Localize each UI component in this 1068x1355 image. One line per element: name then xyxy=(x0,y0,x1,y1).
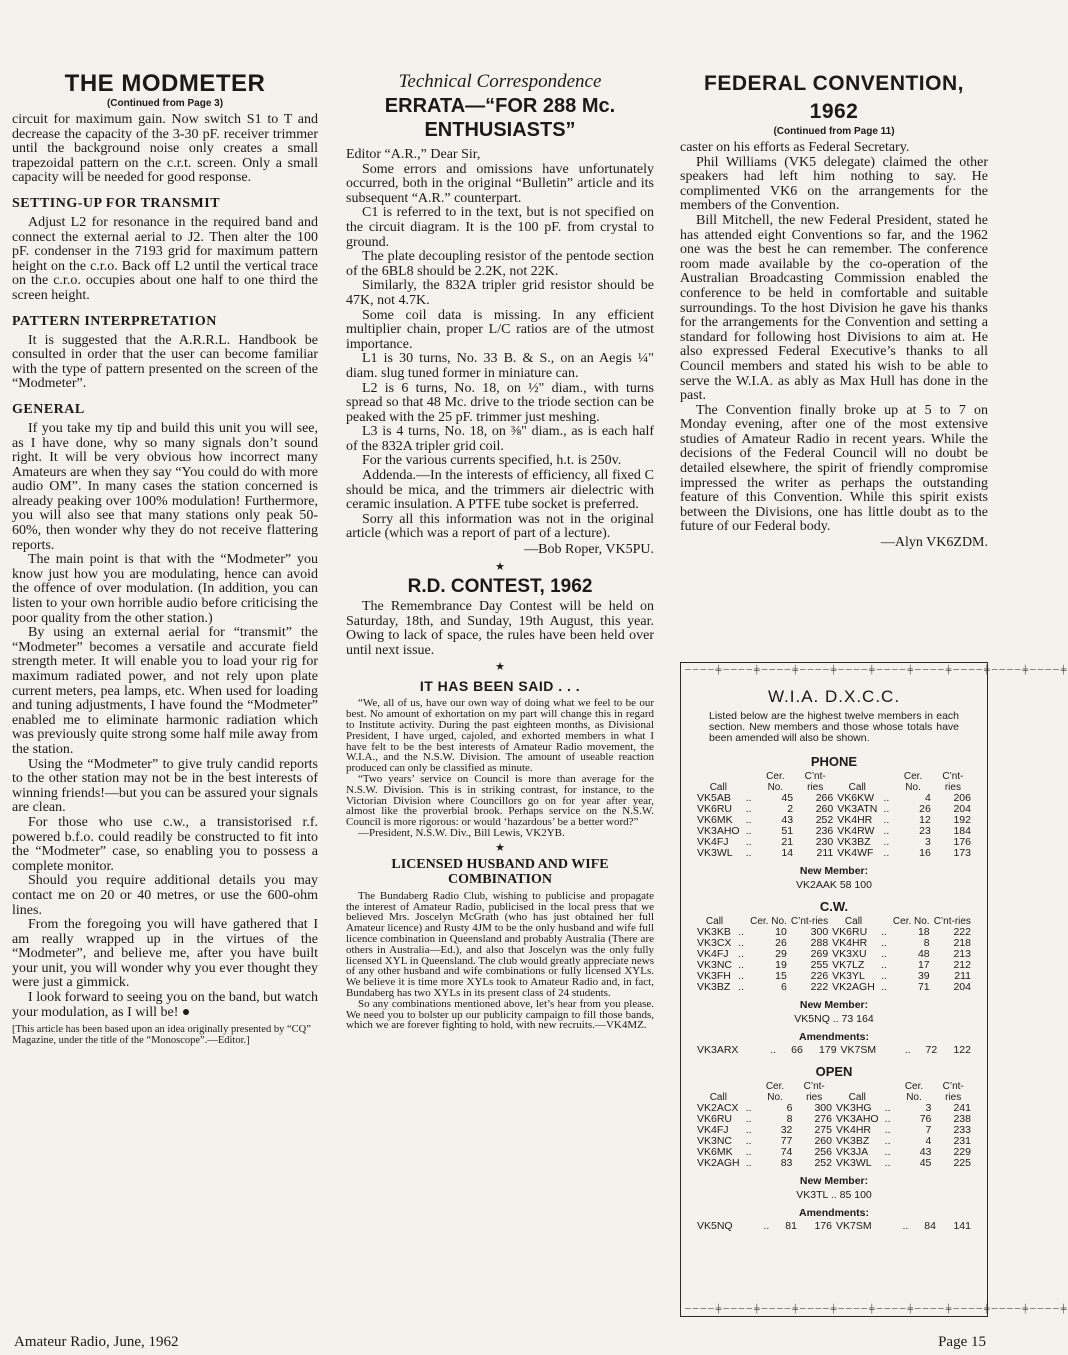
cert-number-cell: 43 xyxy=(781,814,794,826)
technical-correspondence-heading: Technical Correspondence xyxy=(398,71,602,92)
column-header: Cer. No. xyxy=(904,1081,924,1103)
column-header: Cer. No. xyxy=(892,916,930,927)
cert-number-cell: 10 xyxy=(775,926,787,938)
leader-dots: .. xyxy=(883,803,890,815)
cert-number-cell: 23 xyxy=(919,825,931,837)
column-header: C’nt-ries xyxy=(790,916,829,927)
leader-dots: .. xyxy=(745,1135,752,1147)
errata-paragraph: Some coil data is missing. In any efficient multiplier chain, proper L/C ratios are of the utmost importance. xyxy=(346,307,654,352)
rd-contest-paragraph: The Remembrance Day Contest will be held on Saturday, 18th, and Sunday, 19th August, this year. Owing to lack of space, the rules have been held over until next issue. xyxy=(346,599,654,658)
cert-number-cell: 3 xyxy=(924,836,931,848)
table-row xyxy=(695,1221,973,1232)
countries-cell: 275 xyxy=(814,1124,832,1136)
cert-number-cell: 29 xyxy=(775,948,787,960)
leader-dots: .. xyxy=(745,1124,752,1136)
convention-paragraph: The Convention finally broke up at 5 to 7 on Monday evening, after one of the most extensive studies of Amateur Radio in recent years. While the decisions of the Federal Council will no doubt be detailed elsewhere, the spirit of friendly compromise impressed the writer as perhaps the outstanding feature of this Convention. While this spirit exists between the Divisions, one has little doubt as to the future of our Federal body. xyxy=(680,402,988,535)
column-header: C’nt-ries xyxy=(803,1081,825,1103)
errata-paragraph: L1 is 30 turns, No. 33 B. & S., on an Aegis ¼" diam. slug tuned former in miniature can. xyxy=(346,351,654,381)
countries-cell: 256 xyxy=(814,1146,832,1158)
quote-paragraph: “Two years’ service on Council is more than average for the N.S.W. Division. This is in striking contrast, for instance, to the Victorian Division where Councillors go on for year after year, almost like the proverbial brook. Perhaps service on the N.S.W. Council is more rigorous: or would ‘hazardous’ be a better word?” xyxy=(346,772,654,829)
call-sign-cell: VK3WL xyxy=(835,1157,872,1169)
cert-number-cell: 2 xyxy=(787,803,794,815)
convention-column xyxy=(680,70,988,553)
errata-paragraph: For the various currents specified, h.t. is 250v. xyxy=(362,453,622,469)
cert-number-cell: 51 xyxy=(781,825,794,837)
table-row xyxy=(695,1114,973,1125)
licensed-paragraph: So any combinations mentioned above, let’s hear from you please. We need you to bolster up our publicity campaign to fill those bands, which we are forever fighting to hold, with new recruits.—VK4MZ. xyxy=(346,997,654,1032)
cert-number-cell: 6 xyxy=(781,981,787,993)
call-sign-cell: VK4WF xyxy=(837,847,874,859)
licensed-paragraph: The Bundaberg Radio Club, wishing to publicise and propagate the interest of Amateur Radio, publicised in the local press that we believed Mrs. Joscelyn McGrath (who has just obtained her full Amateur licence) and Rusty 4JM to be the only husband and wife full licence combination in Queensland and probably Australia (There are others in Australia—Ed.), and also that Joscelyn was the only fully licensed XYL in Queensland. The club would greatly appreciate news of any other husband and wife combinations or fully licensed XYLs. We believe it is time more XYLs took to Amateur Radio and, in fact, Bundaberg has two XYLs in its present class of 24 students. xyxy=(346,889,654,999)
table-row xyxy=(695,1136,973,1147)
call-sign-cell: VK2AGH xyxy=(832,981,875,993)
leader-dots: .. xyxy=(738,981,745,993)
call-sign-cell: VK3JA xyxy=(835,1146,869,1158)
modmeter-paragraph: circuit for maximum gain. Now switch S1 to T and decrease the capacity of the 3-30 pF. receiver trimmer until the background noise only creates a small trapezoidal pattern on the c.r.t. screen. Only a small capacity will be needed for good response. xyxy=(12,112,318,186)
cert-number-cell: 18 xyxy=(917,926,930,938)
column-header: Call xyxy=(709,1092,727,1103)
cert-number-cell: 72 xyxy=(925,1044,938,1056)
dxcc-box xyxy=(680,662,1068,1317)
cert-number-cell: 77 xyxy=(780,1135,793,1147)
leader-dots: .. xyxy=(738,970,745,982)
column-header: Call xyxy=(848,1092,866,1103)
modmeter-paragraph: Using the “Modmeter” to give truly candid reports to the other station may not be in the best interests of winning friends!—but you can be assured your signals are clean. xyxy=(12,756,318,816)
cert-number-cell: 19 xyxy=(775,959,787,971)
call-sign-cell: VK5AB xyxy=(697,792,731,804)
quote-paragraph: “We, all of us, have our own way of doing what we feel to be our best. No amount of exhortation on my part will change this in regard to Institute activity. During the past eighteen months, as Divisional President, I have urged, cajoled, and exhorted members in what I have felt to be the best interests of Amateur Radio movement, the W.I.A., and the N.S.W. Division. The amount of useable reaction produced can only be classified as minute. xyxy=(346,697,654,775)
leader-dots: .. xyxy=(883,825,890,837)
call-sign-cell: VK6KW xyxy=(837,792,875,804)
leader-dots: .. xyxy=(745,803,752,815)
column-header: Cer. No. xyxy=(750,916,787,927)
open-table xyxy=(695,1081,973,1169)
column-header: Cer. No. xyxy=(903,771,923,793)
footer-page-number: Page 15 xyxy=(938,1334,986,1350)
countries-cell: 252 xyxy=(814,1157,832,1169)
table-row xyxy=(695,1158,973,1169)
column-header: C’nt-ries xyxy=(804,771,826,793)
errata-paragraph: L2 is 6 turns, No. 18, on ½" diam., with turns spread so that 48 Mc. drive to the triode section can be peaked with the 25 pF. trimmer just meshing. xyxy=(346,380,654,425)
modmeter-paragraph: If you take my tip and build this unit you will see, as I have done, why so many signals don’t sound right. It will be very obvious how incorrect many Amateurs are when they say “You could do with more audio OM”. In many cases the station concerned is already peaking over 100% modulation! Furthermore, you will also see that many stations only peak 50-60%, then wonder why they do not receive flattering reports. xyxy=(12,420,318,553)
decorative-border-top: ────╪────╪────╪────╪────╪────╪────╪────╪────╪────╪ xyxy=(685,665,1068,674)
modmeter-paragraph: It is suggested that the A.R.R.L. Handbook be consulted in order that the user can become familiar with the type of pattern presented on the screen of the “Modmeter”. xyxy=(12,332,318,392)
call-sign-cell: VK7SM xyxy=(840,1044,877,1056)
leader-dots: .. xyxy=(745,1102,752,1114)
call-sign-cell: VK7SM xyxy=(835,1220,872,1232)
cert-number-cell: 16 xyxy=(919,847,931,859)
countries-cell: 252 xyxy=(815,814,834,826)
leader-dots: .. xyxy=(884,1102,891,1114)
column-header: C’nt-ries xyxy=(942,771,964,793)
countries-cell: 229 xyxy=(953,1146,971,1158)
cert-number-cell: 4 xyxy=(925,1135,932,1147)
modmeter-paragraph: By using an external aerial for “transmit” the “Modmeter” becomes a versatile and accurate field strength meter. It will enable you to load your rig for maximum radiated power, and not rely upon plate current meters, pea lamps, etc. When used for loading and tuning adjustments, I have found the “Modmeter” enabled me to eliminate harmonic radiation which was previously quite strong some half mile away from the station. xyxy=(12,625,318,757)
column-header: Call xyxy=(844,916,863,927)
leader-dots: .. xyxy=(880,926,887,938)
leader-dots: .. xyxy=(738,948,745,960)
cert-number-cell: 45 xyxy=(919,1157,932,1169)
countries-cell: 266 xyxy=(815,792,834,804)
call-sign-cell: VK3BZ xyxy=(837,836,871,848)
star-divider-icon: ★ xyxy=(495,661,505,674)
errata-paragraph: Sorry all this information was not in the original article (which was a report of part of a lecture). xyxy=(346,511,654,542)
rd-contest-title: R.D. CONTEST, 1962 xyxy=(407,576,593,598)
phone-table xyxy=(695,771,973,859)
footer-publication: Amateur Radio, June, 1962 xyxy=(14,1334,179,1350)
call-sign-cell: VK4HR xyxy=(832,937,868,949)
call-sign-cell: VK4HR xyxy=(837,814,873,826)
call-sign-cell: VK3AHO xyxy=(835,1113,879,1125)
cert-number-cell: 14 xyxy=(781,847,794,859)
column-header: Cer. No. xyxy=(765,1081,785,1103)
countries-cell: 179 xyxy=(819,1044,837,1056)
call-sign-cell: VK3NC xyxy=(697,1135,733,1147)
modmeter-continued: (Continued from Page 3) xyxy=(106,98,224,109)
new-member-label: New Member: xyxy=(799,999,869,1011)
call-sign-cell: VK3NC xyxy=(697,959,733,971)
leader-dots: .. xyxy=(745,825,752,837)
call-sign-cell: VK6RU xyxy=(832,926,868,938)
table-row xyxy=(695,826,973,837)
modmeter-paragraph: I look forward to seeing you on the band, but watch your modulation, as I will be! ● xyxy=(12,990,318,1020)
call-sign-cell: VK6MK xyxy=(697,1146,733,1158)
call-sign-cell: VK5NQ xyxy=(697,1220,733,1232)
errata-paragraph: Some errors and omissions have unfortunately occurred, both in the original “Bulletin” article and its subsequent “A.R.” counterpart. xyxy=(346,161,654,206)
cert-number-cell: 45 xyxy=(781,792,794,804)
open-amendments-table xyxy=(695,1221,973,1232)
column-header: Call xyxy=(705,916,724,927)
countries-cell: 241 xyxy=(953,1102,971,1114)
star-divider-icon: ★ xyxy=(495,841,505,854)
countries-cell: 222 xyxy=(810,981,829,993)
column-header: C’nt-ries xyxy=(942,1081,964,1103)
leader-dots: .. xyxy=(880,937,887,949)
cert-number-cell: 48 xyxy=(917,948,930,960)
call-sign-cell: VK2AGH xyxy=(697,1157,740,1169)
leader-dots: .. xyxy=(883,792,890,804)
new-member-entry: VK5NQ .. 73 164 xyxy=(794,1013,874,1025)
cert-number-cell: 83 xyxy=(780,1157,793,1169)
leader-dots: .. xyxy=(745,847,752,859)
errata-paragraph: Similarly, the 832A tripler grid resistor should be 47K, not 4.7K. xyxy=(346,278,654,308)
countries-cell: 230 xyxy=(815,836,834,848)
editor-note: [This article has been based upon an idea originally presented by “CQ” Magazine, under the title of the “Monoscope”.—Editor.] xyxy=(12,1024,311,1047)
leader-dots: .. xyxy=(770,1044,777,1056)
leader-dots: .. xyxy=(763,1220,770,1232)
countries-cell: 206 xyxy=(953,792,971,804)
call-sign-cell: VK3BZ xyxy=(697,981,731,993)
call-sign-cell: VK3KB xyxy=(697,926,731,938)
call-sign-cell: VK4FJ xyxy=(697,836,729,848)
decorative-border-bottom: ────╪────╪────╪────╪────╪────╪────╪────╪────╪────╪ xyxy=(685,1304,1068,1313)
table-header-row xyxy=(695,1081,973,1103)
countries-cell: 300 xyxy=(814,1102,832,1114)
call-sign-cell: VK3ATN xyxy=(837,803,878,815)
call-sign-cell: VK3WL xyxy=(697,847,733,859)
table-row xyxy=(695,793,973,804)
leader-dots: .. xyxy=(738,926,745,938)
errata-paragraph: Addenda.—In the interests of efficiency, all fixed C should be mica, and the trimmers air dielectric with ceramic insulation. A PTFE tube socket is preferred. xyxy=(346,468,654,513)
cert-number-cell: 66 xyxy=(791,1044,803,1056)
countries-cell: 288 xyxy=(810,937,829,949)
table-row xyxy=(695,1045,973,1056)
countries-cell: 204 xyxy=(953,981,971,993)
countries-cell: 176 xyxy=(953,836,971,848)
table-row xyxy=(695,982,973,993)
new-member-label: New Member: xyxy=(799,865,869,877)
new-member-label: New Member: xyxy=(799,1175,869,1187)
errata-signature: —Bob Roper, VK5PU. xyxy=(524,542,654,558)
cw-table xyxy=(695,916,973,993)
cert-number-cell: 71 xyxy=(917,981,930,993)
cert-number-cell: 12 xyxy=(919,814,931,826)
leader-dots: .. xyxy=(745,792,752,804)
countries-cell: 238 xyxy=(953,1113,971,1125)
cert-number-cell: 26 xyxy=(775,937,787,949)
leader-dots: .. xyxy=(880,948,887,960)
letter-salutation: Editor “A.R.,” Dear Sir, xyxy=(346,147,481,162)
table-header-row xyxy=(695,771,973,793)
leader-dots: .. xyxy=(904,1044,911,1056)
countries-cell: 141 xyxy=(953,1220,971,1232)
convention-paragraph: Phil Williams (VK5 delegate) claimed the other speakers had left him nothing to say. He complimented VK6 on the arrangements for the members of the Convention. xyxy=(680,154,988,214)
convention-paragraph: caster on his efforts as Federal Secretary. xyxy=(680,140,910,155)
call-sign-cell: VK4FJ xyxy=(697,1124,729,1136)
errata-paragraph: C1 is referred to in the text, but is not specified on the circuit diagram. It is the 100 pF. from crystal to ground. xyxy=(346,205,654,250)
call-sign-cell: VK6RU xyxy=(697,803,733,815)
new-member-entry: VK3TL .. 85 100 xyxy=(796,1189,872,1201)
star-divider-icon: ★ xyxy=(495,561,505,574)
modmeter-title: THE MODMETER xyxy=(64,70,266,97)
countries-cell: 218 xyxy=(953,937,971,949)
cert-number-cell: 4 xyxy=(924,792,931,804)
column-header: Call xyxy=(848,782,866,793)
cert-number-cell: 39 xyxy=(917,970,930,982)
convention-continued: (Continued from Page 11) xyxy=(773,126,895,137)
errata-paragraph: L3 is 4 turns, No. 18, on ⅜" diam., as is each half of the 832A tripler grid coil. xyxy=(346,424,654,454)
countries-cell: 300 xyxy=(810,926,829,938)
modmeter-paragraph: The main point is that with the “Modmeter” you know just how you are modulating, hence can avoid the offence of over modulation. (In addition, you can listen to your own horrible audio before criticising the poor quality from the other station.) xyxy=(12,552,318,626)
cert-number-cell: 43 xyxy=(919,1146,932,1158)
countries-cell: 173 xyxy=(953,847,971,859)
open-section-title: OPEN xyxy=(815,1064,853,1079)
phone-section-title: PHONE xyxy=(810,754,858,769)
cw-section-title: C.W. xyxy=(819,899,849,914)
countries-cell: 269 xyxy=(810,948,829,960)
cert-number-cell: 8 xyxy=(786,1113,793,1125)
countries-cell: 222 xyxy=(953,926,971,938)
column-header: Cer. No. xyxy=(766,771,785,793)
countries-cell: 212 xyxy=(953,959,971,971)
leader-dots: .. xyxy=(745,1157,752,1169)
leader-dots: .. xyxy=(745,836,752,848)
countries-cell: 184 xyxy=(953,825,971,837)
call-sign-cell: VK3BZ xyxy=(835,1135,870,1147)
licensed-combination-title: LICENSED HUSBAND AND WIFE COMBINATION xyxy=(391,856,609,887)
cert-number-cell: 32 xyxy=(780,1124,793,1136)
leader-dots: .. xyxy=(884,1146,891,1158)
countries-cell: 276 xyxy=(814,1113,832,1125)
countries-cell: 225 xyxy=(953,1157,971,1169)
modmeter-paragraph: From the foregoing you will have gathered that I am really wrapped up in the virtues of the “Modmeter”, and believe me, after you have built your unit, you will wonder why you ever thought they were just a gimmick. xyxy=(12,917,318,991)
cert-number-cell: 8 xyxy=(923,937,930,949)
leader-dots: .. xyxy=(883,814,890,826)
call-sign-cell: VK3ARX xyxy=(697,1044,739,1056)
table-row xyxy=(695,837,973,848)
leader-dots: .. xyxy=(884,1157,891,1169)
leader-dots: .. xyxy=(884,1113,891,1125)
leader-dots: .. xyxy=(880,981,887,993)
call-sign-cell: VK3AHO xyxy=(697,825,740,837)
dxcc-title: W.I.A. D.X.C.C. xyxy=(767,687,901,706)
leader-dots: .. xyxy=(883,836,890,848)
call-sign-cell: VK4FJ xyxy=(697,948,729,960)
countries-cell: 192 xyxy=(953,814,971,826)
leader-dots: .. xyxy=(902,1220,909,1232)
cert-number-cell: 6 xyxy=(786,1102,793,1114)
modmeter-paragraph: Adjust L2 for resonance in the required band and connect the external aerial to J2. Then alter the 100 pF. condenser in the 7193 grid for maximum pattern height on the c.r.o. Back off L2 until the vertical trace on the c.r.o. occupies about one half to one third the screen height. xyxy=(12,214,318,303)
leader-dots: .. xyxy=(880,970,887,982)
leader-dots: .. xyxy=(738,937,745,949)
call-sign-cell: VK6MK xyxy=(697,814,733,826)
leader-dots: .. xyxy=(884,1124,891,1136)
convention-paragraph: Bill Mitchell, the new Federal President, stated he has attended eight Conventions so far, and the 1962 one was the best he can remember. The conference room made available by the co-operation of the Australian Broadcasting Commission enabled the conference to be held in comfortable and suitable surroundings. To the host Division he gave his thanks for the arrangements for the Convention and setting a standard for following host Divisions to aim at. He also expressed Federal Executive’s thanks to all Council members and stated his wish to be able to serve the W.I.A. as ably as Max Hull has done in the past. xyxy=(680,212,988,404)
countries-cell: 211 xyxy=(954,970,971,982)
cert-number-cell: 81 xyxy=(785,1220,797,1232)
table-row xyxy=(695,848,973,859)
cert-number-cell: 7 xyxy=(925,1124,932,1136)
countries-cell: 255 xyxy=(810,959,829,971)
errata-title: ERRATA—“FOR 288 Mc. ENTHUSIASTS” xyxy=(384,95,616,141)
leader-dots: .. xyxy=(738,959,745,971)
correspondence-column xyxy=(346,70,654,1031)
table-row xyxy=(695,1125,973,1136)
cert-number-cell: 15 xyxy=(775,970,787,982)
countries-cell: 204 xyxy=(953,803,971,815)
leader-dots: .. xyxy=(745,1113,752,1125)
countries-cell: 236 xyxy=(815,825,834,837)
modmeter-paragraph: Should you require additional details you may contact me on 20 or 40 metres, or use the 600-ohm lines. xyxy=(12,873,318,918)
leader-dots: .. xyxy=(884,1135,891,1147)
call-sign-cell: VK7LZ xyxy=(832,959,865,971)
countries-cell: 122 xyxy=(953,1044,971,1056)
call-sign-cell: VK3CX xyxy=(697,937,732,949)
cert-number-cell: 76 xyxy=(919,1113,932,1125)
call-sign-cell: VK3YL xyxy=(832,970,865,982)
cert-number-cell: 17 xyxy=(917,959,930,971)
countries-cell: 226 xyxy=(810,970,829,982)
modmeter-paragraph: For those who use c.w., a transistorised r.f. powered b.f.o. could readily be constructed to fit into the “Modmeter” case, so enabling you to possess a complete monitor. xyxy=(12,814,318,874)
countries-cell: 213 xyxy=(953,948,971,960)
countries-cell: 260 xyxy=(814,1135,832,1147)
call-sign-cell: VK3FH xyxy=(697,970,731,982)
it-has-been-said-title: IT HAS BEEN SAID . . . xyxy=(419,678,581,695)
section-heading: PATTERN INTERPRETATION xyxy=(12,313,217,329)
errata-paragraph: The plate decoupling resistor of the pentode section of the 6BL8 should be 2.2K, not 22K. xyxy=(346,249,654,279)
section-heading: SETTING-UP FOR TRANSMIT xyxy=(12,195,221,211)
cert-number-cell: 26 xyxy=(919,803,931,815)
leader-dots: .. xyxy=(745,1146,752,1158)
call-sign-cell: VK2ACX xyxy=(697,1102,739,1114)
amendments-label: Amendments: xyxy=(798,1031,869,1043)
cert-number-cell: 21 xyxy=(781,836,794,848)
cert-number-cell: 84 xyxy=(924,1220,936,1232)
cw-amendments-table xyxy=(695,1045,973,1056)
amendments-label: Amendments: xyxy=(798,1207,869,1219)
call-sign-cell: VK4HR xyxy=(835,1124,871,1136)
table-row xyxy=(695,1103,973,1114)
countries-cell: 231 xyxy=(953,1135,971,1147)
cert-number-cell: 74 xyxy=(780,1146,793,1158)
dxcc-intro: Listed below are the highest twelve members in each section. New members and those whose totals have been amended will also be shown. xyxy=(709,710,959,744)
new-member-entry: VK2AAK 58 100 xyxy=(796,879,872,891)
leader-dots: .. xyxy=(745,814,752,826)
convention-signature: —Alyn VK6ZDM. xyxy=(880,535,988,551)
leader-dots: .. xyxy=(880,959,887,971)
call-sign-cell: VK3XU xyxy=(832,948,867,960)
countries-cell: 233 xyxy=(953,1124,971,1136)
column-header: Call xyxy=(709,782,727,793)
modmeter-column xyxy=(12,70,318,1046)
column-header: C’nt-ries xyxy=(933,916,971,927)
table-row xyxy=(695,804,973,815)
call-sign-cell: VK3HG xyxy=(835,1102,872,1114)
call-sign-cell: VK6RU xyxy=(697,1113,733,1125)
call-sign-cell: VK4RW xyxy=(837,825,875,837)
leader-dots: .. xyxy=(883,847,890,859)
countries-cell: 260 xyxy=(815,803,834,815)
countries-cell: 211 xyxy=(816,847,834,859)
section-heading: GENERAL xyxy=(12,401,85,417)
convention-title: FEDERAL CONVENTION, 1962 xyxy=(704,72,964,123)
countries-cell: 176 xyxy=(814,1220,832,1232)
cert-number-cell: 3 xyxy=(925,1102,932,1114)
quote-signature: —President, N.S.W. Div., Bill Lewis, VK2YB. xyxy=(358,826,565,839)
